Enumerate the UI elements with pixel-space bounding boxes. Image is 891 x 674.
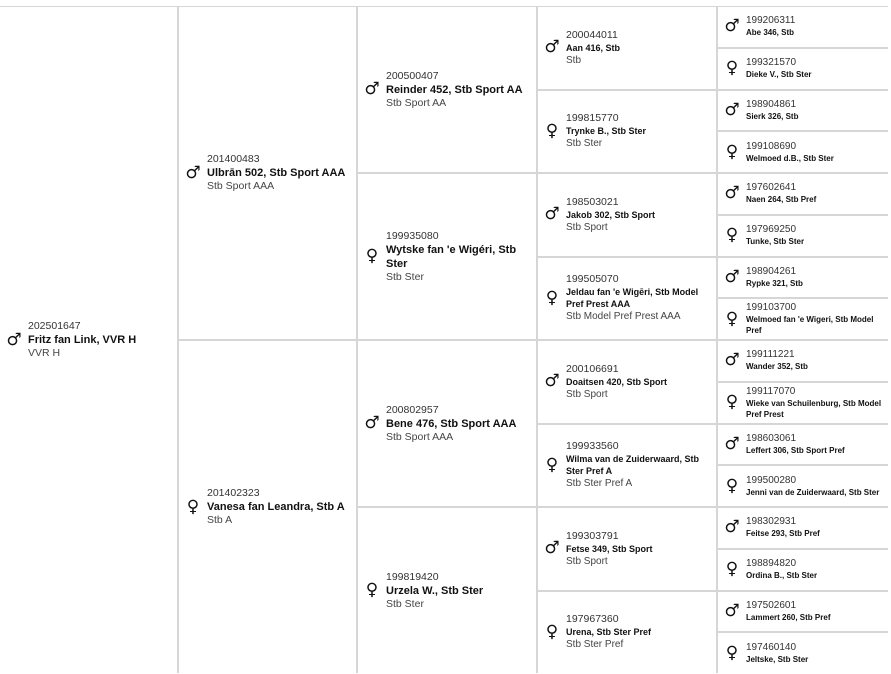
- male-icon: ♂: [724, 266, 740, 287]
- male-icon: ♂: [544, 204, 560, 225]
- registration-number: 199819420: [386, 570, 439, 583]
- predicate: Stb Ster Pref A: [566, 478, 633, 490]
- female-icon: ♀: [725, 58, 739, 79]
- predicate: Stb Sport AA: [386, 96, 447, 109]
- registration-number: 198894820: [746, 558, 797, 570]
- registration-number: 198302931: [746, 516, 797, 528]
- registration-number: 199933560: [566, 440, 619, 453]
- registration-number: 199321570: [746, 57, 797, 69]
- horse-name-link[interactable]: Aan 416, Stb: [566, 42, 621, 53]
- female-icon: ♀: [725, 225, 739, 246]
- horse-cell-gen3-3[interactable]: [358, 508, 536, 673]
- horse-name-link[interactable]: Sierk 326, Stb: [746, 111, 799, 121]
- registration-number: 199117070: [746, 385, 796, 397]
- horse-cell-gen1-0[interactable]: [0, 7, 177, 673]
- female-icon: ♀: [725, 392, 739, 413]
- registration-number: 199500280: [746, 474, 797, 486]
- predicate: Stb Ster: [566, 138, 603, 150]
- horse-cell-gen5-4[interactable]: [718, 174, 891, 214]
- registration-number: 197460140: [746, 641, 797, 653]
- horse-name-link[interactable]: Fritz fan Link, VVR H: [28, 334, 137, 346]
- horse-cell-gen2-1[interactable]: [179, 341, 356, 673]
- predicate: Stb Ster: [386, 597, 424, 610]
- registration-number: 200500407: [386, 69, 439, 82]
- horse-name-link[interactable]: Jeltske, Stb Ster: [746, 654, 809, 664]
- registration-number: 199815770: [566, 112, 619, 125]
- registration-number: 201402323: [207, 487, 260, 499]
- horse-name-link[interactable]: Wytske fan 'e Wigéri, Stb Ster: [386, 243, 517, 270]
- horse-cell-gen5-14[interactable]: [718, 592, 891, 632]
- registration-number: 201400483: [207, 153, 260, 165]
- horse-name-link[interactable]: Wilma van de Zuiderwaard, Stb Ster Pref A: [566, 454, 699, 477]
- horse-cell-gen4-1[interactable]: [538, 91, 716, 173]
- horse-cell-gen4-2[interactable]: [538, 174, 716, 256]
- female-icon: ♀: [725, 475, 739, 496]
- horse-cell-gen5-15[interactable]: [718, 633, 891, 673]
- female-icon: ♀: [186, 496, 200, 517]
- female-icon: ♀: [545, 120, 559, 141]
- predicate: VVR H: [28, 347, 61, 359]
- horse-cell-gen5-7[interactable]: [718, 299, 891, 339]
- registration-number: 197502601: [746, 599, 797, 611]
- horse-name-link[interactable]: Trynke B., Stb Ster: [566, 126, 647, 137]
- horse-name-link[interactable]: Wieke van Schuilenburg, Stb Model Pref Prest: [746, 398, 882, 419]
- horse-cell-gen4-4[interactable]: [538, 341, 716, 423]
- male-icon: ♂: [364, 413, 380, 433]
- male-icon: ♂: [724, 517, 740, 538]
- registration-number: 202501647: [28, 320, 81, 332]
- registration-number: 197969250: [746, 224, 797, 236]
- male-icon: ♂: [724, 433, 740, 454]
- male-icon: ♂: [544, 538, 560, 559]
- predicate: Stb Sport AAA: [386, 430, 454, 443]
- horse-cell-gen4-0[interactable]: [538, 7, 716, 89]
- horse-cell-gen5-3[interactable]: [718, 132, 891, 172]
- registration-number: 198904261: [746, 265, 797, 277]
- horse-cell-gen5-9[interactable]: [718, 383, 891, 423]
- horse-cell-gen2-0[interactable]: [179, 7, 356, 339]
- horse-name-link[interactable]: Ulbrān 502, Stb Sport AAA: [207, 167, 346, 179]
- predicate: Stb Model Pref Prest AAA: [566, 311, 681, 323]
- female-icon: ♀: [725, 642, 739, 663]
- horse-name-link[interactable]: Ordina B., Stb Ster: [746, 571, 818, 581]
- horse-name-link[interactable]: Reinder 452, Stb Sport AA: [386, 83, 523, 96]
- female-icon: ♀: [725, 141, 739, 162]
- horse-name-link[interactable]: Jenni van de Zuiderwaard, Stb Ster: [746, 487, 880, 497]
- male-icon: ♂: [6, 329, 22, 350]
- registration-number: 198603061: [746, 432, 797, 444]
- horse-name-link[interactable]: Welmoed d.B., Stb Ster: [746, 153, 834, 163]
- horse-name-link[interactable]: Urzela W., Stb Ster: [386, 584, 484, 597]
- predicate: Stb Ster Pref: [566, 639, 624, 651]
- female-icon: ♀: [545, 287, 559, 308]
- horse-name-link[interactable]: Dieke V., Stb Ster: [746, 70, 812, 80]
- registration-number: 200802957: [386, 403, 439, 416]
- predicate: Stb: [566, 54, 582, 66]
- horse-name-link[interactable]: Tunke, Stb Ster: [746, 237, 805, 247]
- registration-number: 199505070: [566, 273, 619, 286]
- male-icon: ♂: [544, 371, 560, 392]
- predicate: Stb Sport: [566, 388, 608, 400]
- registration-number: 197602641: [746, 182, 797, 194]
- horse-cell-gen4-5[interactable]: [538, 425, 716, 507]
- predicate: Stb Sport: [566, 221, 608, 233]
- male-icon: ♂: [724, 350, 740, 371]
- horse-name-link[interactable]: Wander 352, Stb: [746, 362, 808, 372]
- horse-cell-gen4-6[interactable]: [538, 508, 716, 590]
- horse-cell-gen5-10[interactable]: [718, 425, 891, 465]
- registration-number: 197967360: [566, 613, 619, 626]
- horse-name-link[interactable]: Abe 346, Stb: [746, 28, 795, 38]
- horse-name-link[interactable]: Feitse 293, Stb Pref: [746, 529, 820, 539]
- horse-cell-gen4-3[interactable]: [538, 258, 716, 340]
- male-icon: ♂: [724, 99, 740, 120]
- predicate: Stb Sport AAA: [207, 180, 275, 192]
- horse-name-link[interactable]: Welmoed fan 'e Wigeri, Stb Model Pref: [746, 315, 874, 336]
- registration-number: 199935080: [386, 229, 439, 242]
- horse-name-link[interactable]: Lammert 260, Stb Pref: [746, 612, 831, 622]
- horse-name-link[interactable]: Urena, Stb Ster Pref: [566, 627, 652, 638]
- horse-cell-gen5-13[interactable]: [718, 550, 891, 590]
- horse-name-link[interactable]: Doaitsen 420, Stb Sport: [566, 376, 668, 387]
- horse-name-link[interactable]: Bene 476, Stb Sport AAA: [386, 417, 517, 430]
- horse-name-link[interactable]: Fetse 349, Stb Sport: [566, 543, 653, 554]
- horse-cell-gen5-2[interactable]: [718, 91, 891, 131]
- predicate: Stb A: [207, 514, 233, 526]
- registration-number: 198904861: [746, 98, 797, 110]
- horse-name-link[interactable]: Leffert 306, Stb Sport Pref: [746, 445, 845, 455]
- registration-number: 200044011: [566, 28, 618, 41]
- male-icon: ♂: [544, 37, 560, 58]
- horse-cell-gen3-2[interactable]: [358, 341, 536, 506]
- horse-name-link[interactable]: Jeldau fan 'e Wigēri, Stb Model Pref Prest AAA: [566, 287, 699, 310]
- registration-number: 199111221: [746, 349, 795, 361]
- registration-number: 199108690: [746, 140, 797, 152]
- horse-cell-gen3-1[interactable]: [358, 174, 536, 339]
- horse-cell-gen5-5[interactable]: [718, 216, 891, 256]
- predicate: Stb Sport: [566, 555, 608, 567]
- horse-name-link[interactable]: Jakob 302, Stb Sport: [566, 209, 656, 220]
- horse-cell-gen5-0[interactable]: [718, 7, 891, 47]
- horse-name-link[interactable]: Naen 264, Stb Pref: [746, 195, 817, 205]
- female-icon: ♀: [725, 308, 739, 329]
- female-icon: ♀: [725, 559, 739, 580]
- male-icon: ♂: [364, 79, 380, 99]
- female-icon: ♀: [545, 454, 559, 475]
- pedigree-table: [0, 6, 888, 673]
- male-icon: ♂: [724, 16, 740, 37]
- female-icon: ♀: [365, 580, 379, 600]
- registration-number: 199103700: [746, 302, 797, 314]
- male-icon: ♂: [724, 600, 740, 621]
- registration-number: 200106691: [566, 362, 619, 375]
- horse-cell-gen3-0[interactable]: [358, 7, 536, 172]
- male-icon: ♂: [724, 183, 740, 204]
- horse-name-link[interactable]: Rypke 321, Stb: [746, 278, 803, 288]
- horse-cell-gen5-8[interactable]: [718, 341, 891, 381]
- horse-cell-gen4-7[interactable]: [538, 592, 716, 674]
- horse-cell-gen5-6[interactable]: [718, 258, 891, 298]
- predicate: Stb Ster: [386, 270, 424, 283]
- registration-number: 199206311: [746, 15, 796, 27]
- female-icon: ♀: [365, 246, 379, 266]
- horse-cell-gen5-11[interactable]: [718, 466, 891, 506]
- registration-number: 199303791: [566, 529, 619, 542]
- horse-name-link[interactable]: Vanesa fan Leandra, Stb A: [207, 501, 345, 513]
- female-icon: ♀: [545, 621, 559, 642]
- horse-cell-gen5-12[interactable]: [718, 508, 891, 548]
- registration-number: 198503021: [566, 195, 619, 208]
- horse-cell-gen5-1[interactable]: [718, 49, 891, 89]
- male-icon: ♂: [185, 162, 201, 183]
